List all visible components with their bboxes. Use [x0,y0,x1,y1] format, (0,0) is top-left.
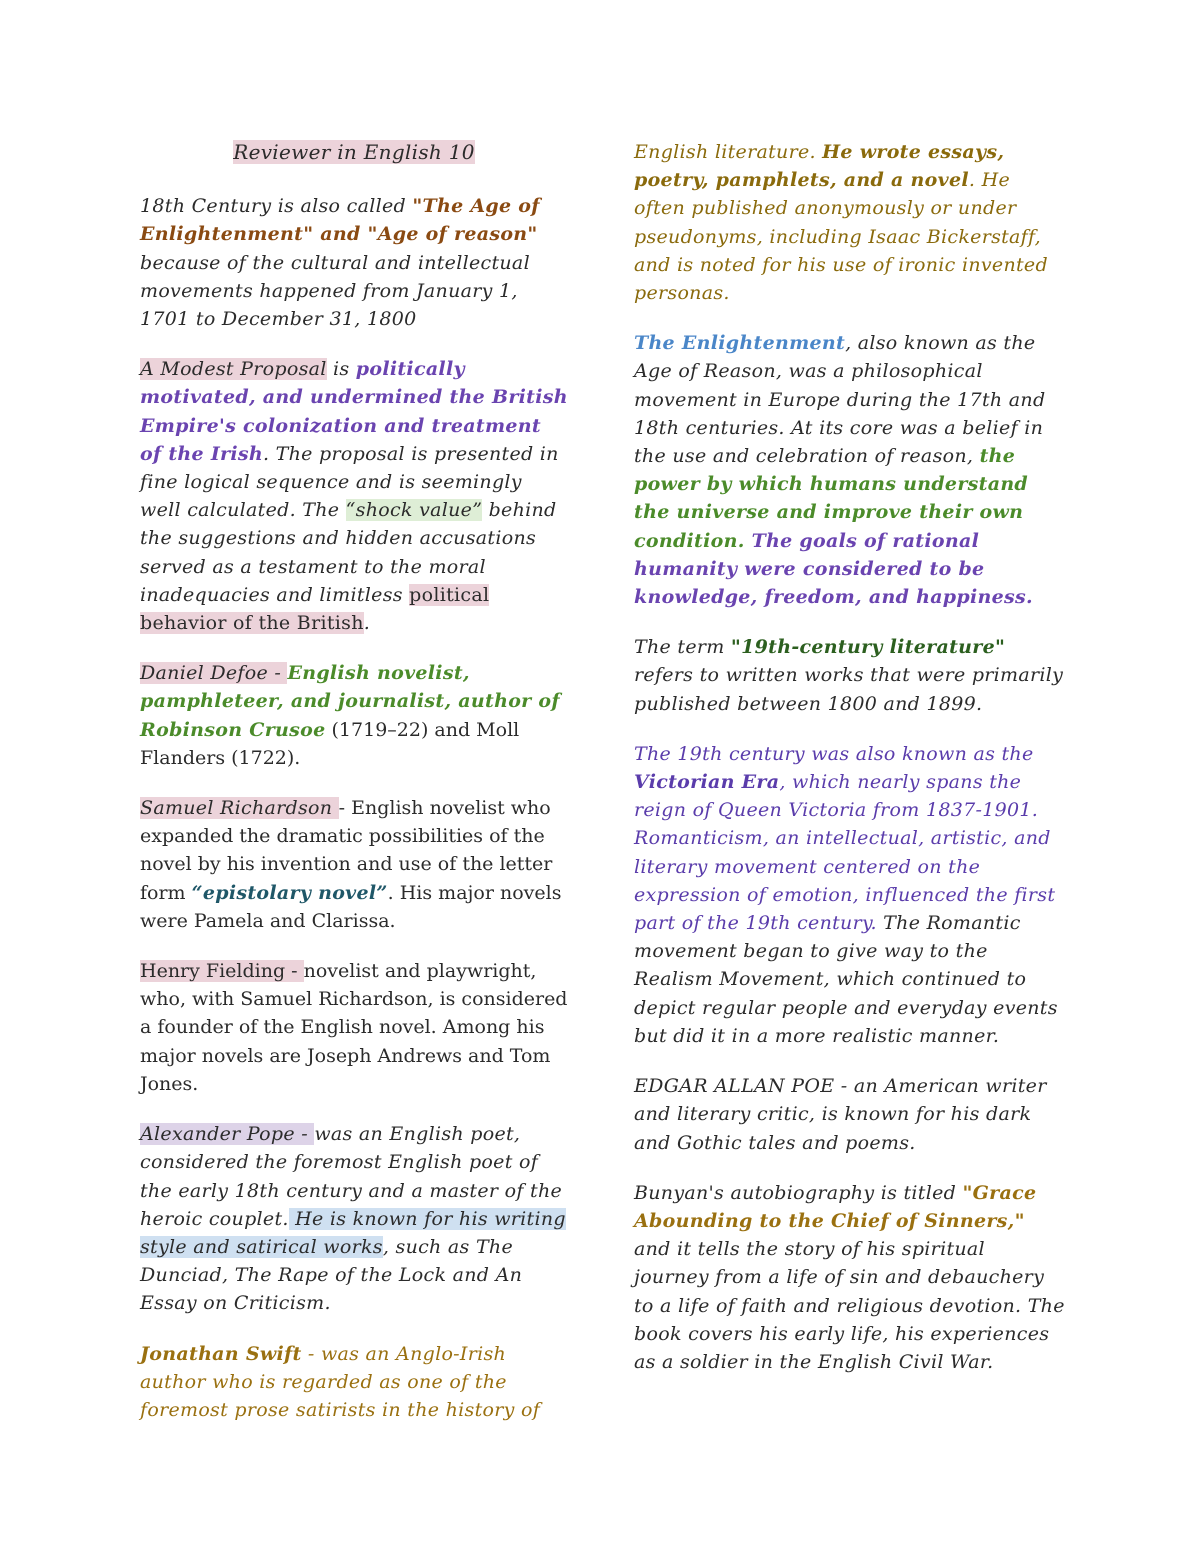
paragraph-bunyan [634,1179,1066,1376]
alexander-pope-name: Alexander Pope - [140,1123,315,1146]
grace-abounding-title: "Grace Abounding to the Chief of Sinners," [634,1181,1037,1232]
paragraph-modest-proposal [140,355,568,637]
text-run: EDGAR ALLAN POE - an American writer and literary critic, is known for his dark and Gothic tales and poems. [634,1075,1047,1154]
text-run: novelist and playwright, who, with Samuel Richardson, is considered a founder of the English novel. Among his major novels are Joseph Andrews and Tom Jones. [140,960,568,1095]
text-run: 18th Century is also called [140,195,413,218]
text-run: , such as The Dunciad, The Rape of the Lock and An Essay on Criticism. [140,1235,523,1315]
text-run: The 19th century was also known as the [634,742,1034,765]
romanticism-description: , which nearly spans the reign of Queen Victoria from 1837-1901. Romanticism, an intellectual, artistic, and literary movement centered on the expression of emotion, influenced the first part of the 19th century. [634,771,1056,935]
text-run: refers to written works that were primarily published between 1800 and 1899. [634,664,1064,715]
daniel-defoe-description: English novelist, pamphleteer, and journalist, author of Robinson Crusoe [140,662,560,741]
paragraph-henry-fielding [140,957,568,1098]
age-of-enlightenment-term: "The Age of Enlightenment" and "Age of reason" [140,195,540,246]
paragraph-enlightenment [634,329,1066,611]
text-run: . The proposal is presented in fine logical sequence and is seemingly well calculated. The [140,442,559,522]
right-column [634,138,1066,1398]
paragraph-alexander-pope [140,1120,568,1317]
paragraph-swift-continued [634,138,1066,307]
text-run: . [363,612,371,635]
samuel-richardson-name: Samuel Richardson [140,797,339,820]
jonathan-swift-name: Jonathan Swift [140,1342,302,1365]
text-run: English literature. [634,141,823,163]
text-run: because of the cultural and intellectual movements happened from January 1, 1701 to December 31, 1800 [140,251,530,331]
paragraph-victorian-era [634,740,1066,1050]
text-run: was an English poet, considered the foremost English poet of the early 18th century and a master of the heroic couplet. [140,1123,563,1230]
text-run: The Romantic movement began to give way to the Realism Movement, which continued to depict regular people and everyday events but did it in a more realistic manner. [634,912,1058,1047]
text-run: The term [634,636,731,659]
left-column [140,138,568,1446]
text-run: (1719–22) and Moll Flanders (1722). [140,718,520,769]
writing-style-highlight: He is known for his writing style and satirical works [140,1207,566,1258]
henry-fielding-name: Henry Fielding - [140,960,304,983]
text-run: behind the suggestions and hidden accusations served as a testament to the moral inadequacies and limitless [140,499,557,606]
paragraph-19th-century-literature [634,633,1066,718]
goals-of-humanity: The goals of rational humanity were considered to be knowledge, freedom, and happiness. [634,529,1033,609]
political-behavior-highlight: political behavior of the British [140,583,490,635]
text-run: . His major novels were Pamela and Clarissa. [140,881,562,932]
19th-century-literature-term: "19th-century literature" [730,636,1006,659]
epistolary-novel-term: “epistolary novel” [191,881,388,904]
text-run: , also known as the Age of Reason, was a philosophical movement in Europe during the 17th and 18th centuries. At its core was a belief in the use and celebration of reason, [634,332,1046,468]
modest-proposal-title: A Modest Proposal [140,358,327,381]
text-run: and it tells the story of his spiritual journey from a life of sin and debauchery to a life of faith and religious devotion. The book covers his early life, his experiences as a soldier in the English Civil War. [634,1238,1065,1373]
daniel-defoe-name: Daniel Defoe - [140,662,288,685]
paragraph-edgar-allan-poe [634,1072,1066,1157]
victorian-era-term: Victorian Era [634,771,780,794]
shock-value-term: “shock value” [345,499,483,522]
enlightenment-term: The Enlightenment [634,332,846,355]
modest-proposal-summary: politically motivated, and undermined the British Empire's colonization and treatment of the Irish [140,358,568,465]
text-run: is [326,358,356,381]
paragraph-daniel-defoe [140,659,568,772]
power-of-reason-definition: the power by which humans understand the universe and improve their own condition. [634,445,1029,552]
text-run: Bunyan's autobiography is titled [634,1181,963,1204]
text-run: - English novelist who expanded the dramatic possibilities of the novel by his invention and use of the letter form [140,797,553,904]
page-title [140,138,568,166]
page-title-text: Reviewer in English 10 [233,140,475,164]
paragraph-18th-century [140,192,568,333]
paragraph-jonathan-swift [140,1340,568,1425]
text-run: - was an Anglo-Irish author who is regarded as one of the foremost prose satirists in the history of [140,1342,541,1421]
text-run: . He often published anonymously or under pseudonyms, including Isaac Bickerstaff, and is noted for his use of ironic invented personas. [634,169,1048,305]
paragraph-samuel-richardson [140,794,568,935]
swift-works-summary: He wrote essays, poetry, pamphlets, and a novel [634,141,1005,192]
